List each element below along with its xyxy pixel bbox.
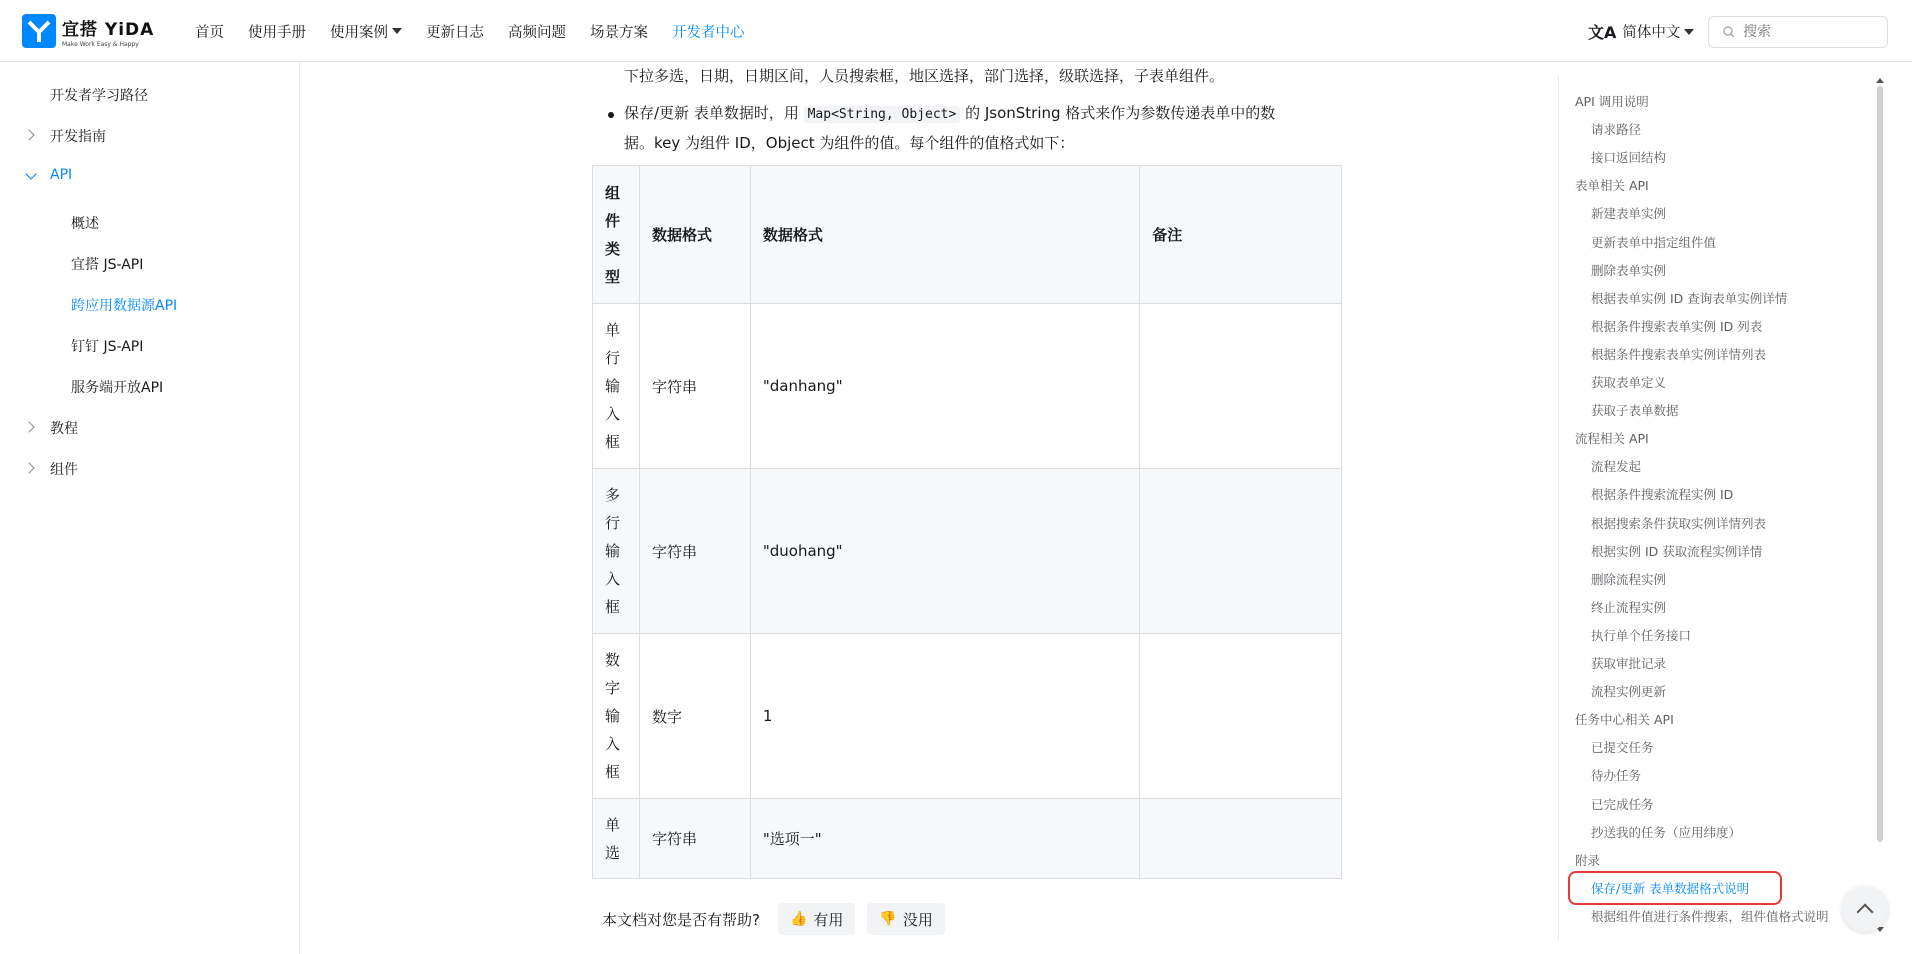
- useful-button[interactable]: [778, 903, 855, 935]
- toc-item[interactable]: 根据条件搜索表单实例 ID 列表: [1591, 318, 1763, 334]
- cell-format: 字符串: [639, 799, 750, 879]
- sidebar-item-overview[interactable]: 概述: [71, 216, 99, 232]
- component-list-text: 下拉多选，日期，日期区间，人员搜索框，地区选择，部门选择，级联选择，子表单组件。: [624, 67, 1225, 85]
- toc-item[interactable]: 请求路径: [1591, 122, 1642, 138]
- cell-note: [1140, 304, 1342, 469]
- chevron-up-icon: [1857, 904, 1874, 921]
- nav-cases[interactable]: [330, 21, 402, 42]
- toc-item[interactable]: 待办任务: [1591, 768, 1642, 784]
- sidebar-item-server-api[interactable]: 服务端开放API: [71, 380, 164, 396]
- chevron-down-icon: [1684, 29, 1694, 35]
- yida-logo-icon: [22, 14, 56, 48]
- save-format-text: [624, 99, 1275, 129]
- table-of-contents: [1558, 76, 1888, 940]
- header-component-type: 组件类型: [605, 183, 621, 286]
- search-input[interactable]: [1743, 24, 1873, 40]
- chevron-down-icon: [392, 28, 402, 34]
- toc-item[interactable]: 任务中心相关 API: [1575, 712, 1674, 728]
- yida-logo[interactable]: [22, 14, 154, 48]
- search-icon: [1723, 26, 1735, 38]
- table-row: [593, 799, 1342, 879]
- toc-active-highlight: [1568, 871, 1782, 905]
- language-selector[interactable]: [1588, 20, 1694, 43]
- sidebar-item-cross-app-api[interactable]: 跨应用数据源API: [71, 298, 178, 314]
- cell-type: 多行输入框: [605, 486, 621, 616]
- toc-item[interactable]: 根据实例 ID 获取流程实例详情: [1591, 543, 1763, 559]
- nav-developer-center[interactable]: 开发者中心: [672, 24, 745, 41]
- toc-item[interactable]: 执行单个任务接口: [1591, 627, 1692, 643]
- save-format-text-post: 的 JsonString 格式来作为参数传递表单中的数: [960, 104, 1276, 122]
- toc-item[interactable]: 流程相关 API: [1575, 431, 1649, 447]
- feedback-question: 本文档对您是否有帮助?: [602, 910, 760, 929]
- sidebar-item-yida-jsapi[interactable]: 宜搭 JS-API: [71, 257, 144, 273]
- nav-changelog[interactable]: 更新日志: [426, 24, 484, 41]
- toc-item[interactable]: 更新表单中指定组件值: [1591, 234, 1717, 250]
- cell-example: "danhang": [750, 304, 1139, 469]
- toc-item[interactable]: 根据条件搜索流程实例 ID: [1591, 487, 1734, 503]
- toc-item[interactable]: 流程实例更新: [1591, 684, 1667, 700]
- toc-item[interactable]: 抄送我的任务（应用纬度）: [1591, 824, 1742, 840]
- cell-example: "选项一": [750, 799, 1139, 879]
- top-header: [0, 0, 1912, 62]
- search-box[interactable]: [1708, 16, 1888, 48]
- sidebar-item-api[interactable]: API: [50, 167, 73, 183]
- nav-solutions[interactable]: 场景方案: [590, 24, 648, 41]
- toc-item[interactable]: 删除流程实例: [1591, 571, 1667, 587]
- sidebar-item-dingtalk-jsapi[interactable]: 钉钉 JS-API: [71, 339, 144, 355]
- toc-item[interactable]: 根据条件搜索表单实例详情列表: [1591, 346, 1767, 362]
- data-format-table: [592, 165, 1342, 879]
- nav-cases-label: 使用案例: [330, 24, 388, 41]
- nav-home[interactable]: 首页: [195, 24, 224, 41]
- translate-icon: 文A: [1588, 23, 1617, 42]
- main-nav: [195, 0, 769, 62]
- toc-item[interactable]: 流程发起: [1591, 459, 1642, 475]
- thumbs-down-icon: 👎: [879, 911, 897, 927]
- feedback-bar: [602, 903, 945, 935]
- cell-note: [1140, 799, 1342, 879]
- thumbs-up-icon: 👍: [789, 911, 808, 927]
- table-row: [593, 634, 1342, 799]
- toc-item[interactable]: 接口返回结构: [1591, 150, 1667, 166]
- cell-type: 单行输入框: [605, 321, 621, 451]
- sidebar-item-learning-path[interactable]: 开发者学习路径: [50, 88, 148, 104]
- header-data-format: 数据格式: [639, 166, 750, 304]
- cell-example: "duohang": [750, 469, 1139, 634]
- cell-note: [1140, 469, 1342, 634]
- toc-item[interactable]: 附录: [1575, 852, 1601, 868]
- useless-button[interactable]: [867, 903, 944, 935]
- save-format-text-line2: 据。key 为组件 ID，Object 为组件的值。每个组件的值格式如下：: [624, 134, 1075, 152]
- save-format-text-pre: 保存/更新 表单数据时，用: [624, 104, 804, 122]
- logo-subtitle: Make Work Easy & Happy: [62, 40, 139, 48]
- scroll-up-arrow-icon[interactable]: [1876, 78, 1884, 83]
- toc-item[interactable]: 获取子表单数据: [1591, 403, 1679, 419]
- toc-item[interactable]: 根据表单实例 ID 查询表单实例详情: [1591, 290, 1788, 306]
- toc-scrollbar[interactable]: [1877, 86, 1883, 842]
- toc-item[interactable]: 已提交任务: [1591, 740, 1654, 756]
- cell-type: 数字输入框: [605, 651, 621, 781]
- toc-item[interactable]: 保存/更新 表单数据格式说明: [1591, 880, 1750, 896]
- toc-item[interactable]: 表单相关 API: [1575, 178, 1649, 194]
- cell-example: 1: [750, 634, 1139, 799]
- back-to-top-button[interactable]: [1842, 886, 1888, 932]
- toc-item[interactable]: API 调用说明: [1575, 94, 1649, 109]
- cell-note: [1140, 634, 1342, 799]
- cell-format: 字符串: [639, 304, 750, 469]
- cell-format: 数字: [639, 634, 750, 799]
- sidebar-item-dev-guide[interactable]: 开发指南: [50, 129, 106, 145]
- toc-item[interactable]: 获取表单定义: [1591, 375, 1667, 390]
- header-notes: 备注: [1140, 166, 1342, 304]
- nav-faq[interactable]: 高频问题: [508, 24, 566, 41]
- toc-item[interactable]: 根据组件值进行条件搜索，组件值格式说明: [1591, 908, 1829, 924]
- docs-sidebar: [0, 62, 300, 954]
- logo-title: 宜搭 YiDA: [62, 19, 155, 40]
- useful-label: 有用: [813, 910, 844, 929]
- useless-label: 没用: [902, 910, 933, 929]
- table-row: [593, 469, 1342, 634]
- toc-item[interactable]: 终止流程实例: [1591, 599, 1667, 615]
- table-row: [593, 304, 1342, 469]
- toc-item[interactable]: 根据搜索条件获取实例详情列表: [1591, 515, 1767, 531]
- toc-item[interactable]: 删除表单实例: [1591, 262, 1667, 278]
- language-label: 简体中文: [1622, 25, 1681, 41]
- toc-item[interactable]: 已完成任务: [1591, 796, 1654, 812]
- header-data-format-2: 数据格式: [750, 166, 1139, 304]
- toc-item[interactable]: 获取审批记录: [1591, 656, 1667, 671]
- bullet-dot: [608, 112, 614, 118]
- toc-item[interactable]: 新建表单实例: [1591, 206, 1667, 222]
- nav-manual[interactable]: 使用手册: [248, 24, 306, 41]
- cell-format: 字符串: [639, 469, 750, 634]
- sidebar-item-components[interactable]: 组件: [50, 462, 78, 478]
- inline-code: Map<String, Object>: [804, 106, 961, 123]
- table-header-row: [593, 166, 1342, 304]
- cell-type: 单选: [605, 815, 621, 862]
- sidebar-item-tutorials[interactable]: 教程: [50, 421, 78, 437]
